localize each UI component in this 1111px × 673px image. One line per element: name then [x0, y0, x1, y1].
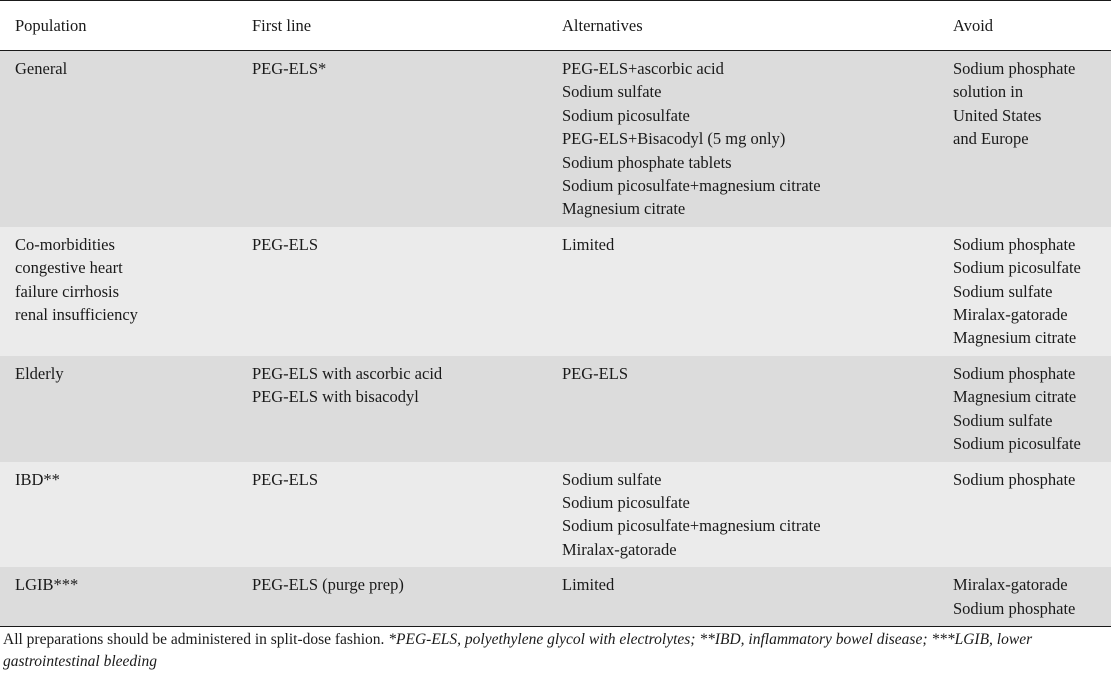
cell-alternatives: Limited: [562, 575, 615, 595]
cell-avoid: Sodium phosphate: [953, 469, 1076, 489]
cell-alternatives: PEG-ELS: [562, 363, 628, 383]
cell-avoid: Sodium phosphate Sodium picosulfate Sodium sulfate Miralax-gatorade Magnesium citrate: [953, 234, 1081, 348]
table-row: [0, 462, 1111, 568]
cell-first-line: PEG-ELS: [252, 234, 318, 254]
cell-avoid: Sodium phosphate solution in United States and Europe: [953, 59, 1076, 149]
cell-avoid: Miralax-gatorade Sodium phosphate: [953, 575, 1076, 618]
header-alternatives: Alternatives: [562, 15, 643, 35]
table-row: [0, 227, 1111, 356]
cell-alternatives: PEG-ELS+ascorbic acid Sodium sulfate Sodium picosulfate PEG-ELS+Bisacodyl (5 mg only) Sodium phosphate tablets Sodium picosulfate+magnesium citrate Magnesium citrate: [562, 59, 821, 219]
table-row: [0, 356, 1111, 462]
header-avoid: Avoid: [953, 15, 994, 35]
table-body: [0, 51, 1111, 627]
cell-alternatives: Limited: [562, 234, 615, 254]
header-population: Population: [15, 15, 87, 35]
cell-population: Co-morbidities congestive heart failure cirrhosis renal insufficiency: [15, 234, 138, 325]
header-row: [0, 1, 1111, 51]
cell-alternatives: Sodium sulfate Sodium picosulfate Sodium picosulfate+magnesium citrate Miralax-gatorade: [562, 469, 821, 559]
cell-first-line: PEG-ELS (purge prep): [252, 575, 404, 595]
footnote-plain: All preparations should be administered in split-dose fashion.: [3, 630, 389, 648]
cell-population: General: [15, 59, 68, 78]
table-row: [0, 567, 1111, 626]
cell-avoid: Sodium phosphate Magnesium citrate Sodium sulfate Sodium picosulfate: [953, 363, 1081, 454]
table-header: [0, 1, 1111, 51]
footnote-abbreviations: *PEG-ELS, polyethylene glycol with electrolytes; **IBD, inflammatory bowel disease; ***LGIB, lower gastrointestinal bleeding: [3, 630, 1033, 670]
cell-population: LGIB***: [15, 575, 79, 595]
cell-first-line: PEG-ELS*: [252, 59, 327, 78]
header-first-line: First line: [252, 15, 312, 35]
cell-population: IBD**: [15, 469, 60, 489]
table-footnote: [0, 627, 1111, 673]
cell-first-line: PEG-ELS with ascorbic acid PEG-ELS with bisacodyl: [252, 363, 443, 407]
cell-first-line: PEG-ELS: [252, 469, 318, 489]
table-row: [0, 51, 1111, 227]
cell-population: Elderly: [15, 363, 64, 383]
